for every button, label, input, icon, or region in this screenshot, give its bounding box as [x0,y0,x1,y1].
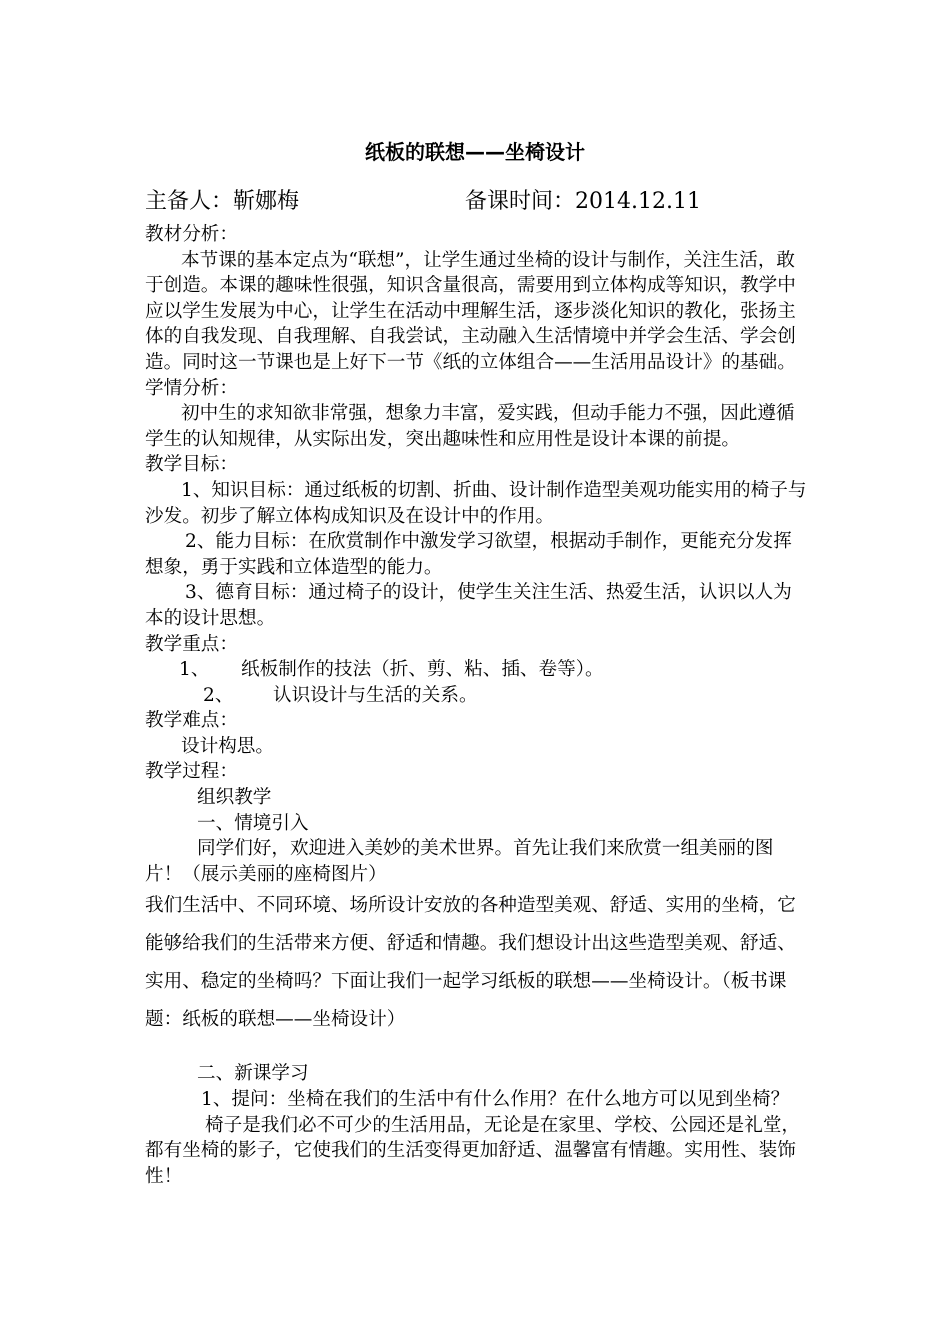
key-point-number: 1、 [179,659,210,681]
paragraph-nandian: 设计构思。 [181,735,274,757]
step-organize: 组织教学 [197,787,272,809]
key-point-item [145,657,810,683]
answer-paragraph: 椅子是我们必不可少的生活用品，无论是在家里、学校、公园还是礼堂，都有坐椅的影子，它使我们的生活变得更加舒适、温馨富有情趣。实用性、装饰性！ [145,1114,801,1187]
spacer [145,1039,810,1061]
document-body [145,222,810,1189]
section-heading-mubiao: 教学目标： [145,454,238,476]
author-label: 主备人：靳娜梅 [145,189,300,214]
prep-date-label: 备课时间：2014.12.11 [465,189,701,214]
goal-ability: 2、能力目标：在欣赏制作中激发学习欲望，根据动手制作，更能充分发挥想象，勇于实践和立体造型的能力。 [145,531,792,578]
step-title-intro: 一、情境引入 [197,812,309,834]
goal-moral: 3、德育目标：通过椅子的设计，使学生关注生活、热爱生活，认识以人为本的设计思想。 [145,582,792,629]
section-heading-nandian: 教学难点： [145,710,238,732]
paragraph-intro-wide: 我们生活中、不同环境、场所设计安放的各种造型美观、舒适、实用的坐椅，它能够给我们的生活带来方便、舒适和情趣。我们想设计出这些造型美观、舒适、实用、稳定的坐椅吗？下面让我们一起学习纸板的联想——坐椅设计。（板书课题：纸板的联想——坐椅设计） [145,895,796,1031]
document-title: 纸板的联想——坐椅设计 [365,140,585,164]
section-heading-xueqing: 学情分析： [145,377,238,399]
goal-knowledge: 1、知识目标：通过纸板的切割、折曲、设计制作造型美观功能实用的椅子与沙发。初步了解立体构成知识及在设计中的作用。 [145,479,807,527]
section-heading-zhongdian: 教学重点： [145,633,238,655]
section-heading-jiaocai: 教材分析： [145,224,238,245]
key-point-number: 2、 [203,684,234,706]
paragraph-xueqing: 初中生的求知欲非常强，想象力丰富，爱实践，但动手能力不强，因此遵循学生的认知规律，从实际出发，突出趣味性和应用性是设计本课的前提。 [145,403,795,450]
key-point-item [145,683,810,709]
key-point-text: 纸板制作的技法（折、剪、粘、插、卷等）。 [241,659,604,681]
paragraph-intro: 同学们好，欢迎进入美妙的美术世界。首先让我们来欣赏一组美丽的图片！（展示美丽的座椅图片） [145,838,774,885]
paragraph-jiaocai: 本节课的基本定点为“联想”，让学生通过坐椅的设计与制作，关注生活，敢于创造。本课的趣味性很强，知识含量很高，需要用到立体构成等知识，教学中应以学生发展为中心，让学生在活动中理解生活，逐步淡化知识的教化，张扬主体的自我发现、自我理解、自我尝试，主动融入生活情境中并学会生活、学会创造。同时这一节课也是上好下一节《纸的立体组合——生活用品设计》的基础。 [145,249,796,373]
step-title-new-lesson: 二、新课学习 [197,1063,309,1085]
question-paragraph: 1、提问：坐椅在我们的生活中有什么作用？在什么地方可以见到坐椅？ [201,1089,790,1111]
key-point-text: 认识设计与生活的关系。 [273,684,478,706]
section-heading-guocheng: 教学过程： [145,761,238,783]
